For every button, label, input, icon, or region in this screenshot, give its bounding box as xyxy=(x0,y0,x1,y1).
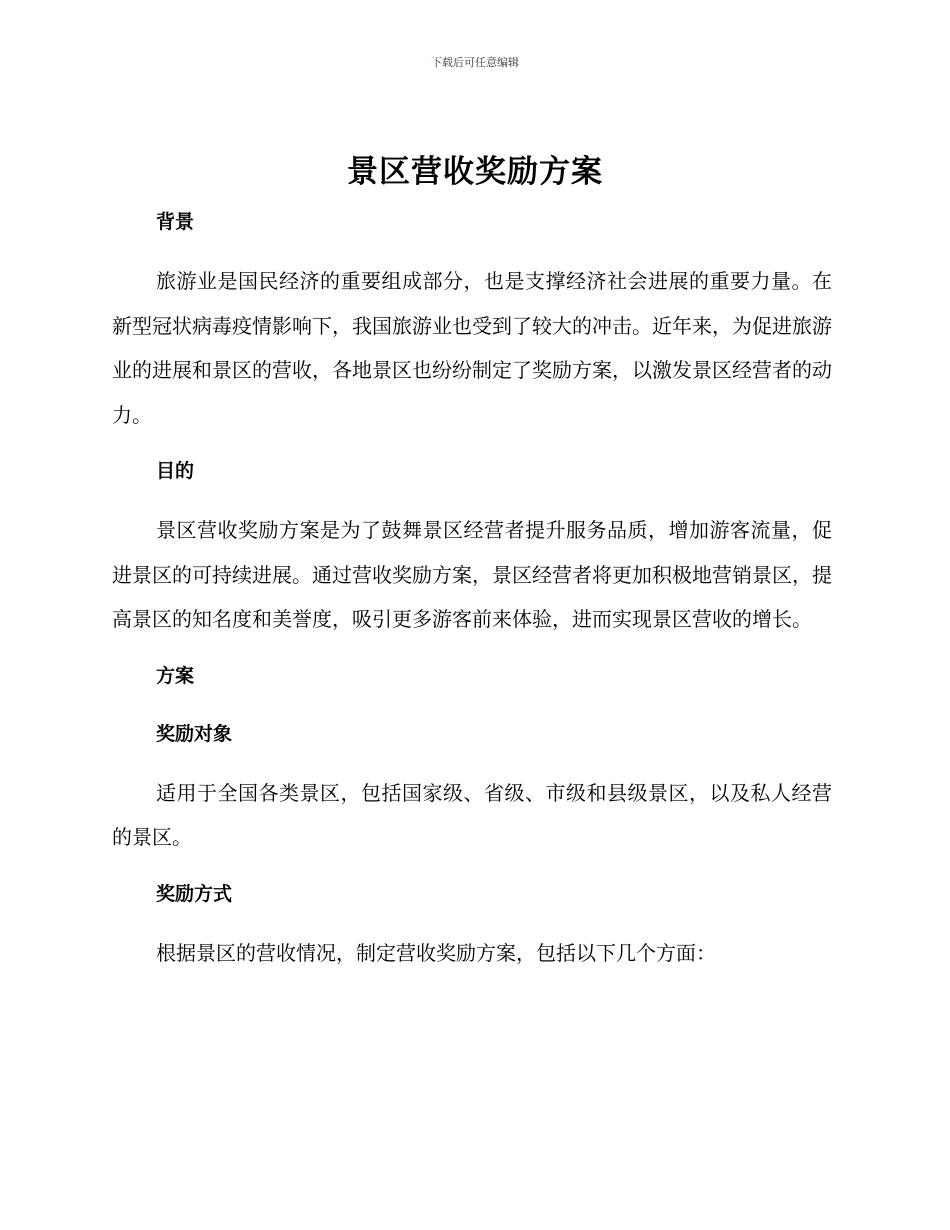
section-paragraph-reward-methods: 根据景区的营收情况，制定营收奖励方案，包括以下几个方面： xyxy=(156,940,716,965)
document-body xyxy=(112,201,832,988)
section-paragraph-background: 旅游业是国民经济的重要组成部分，也是支撑经济社会进展的重要力量。在新型冠状病毒疫情影响下，我国旅游业也受到了较大的冲击。近年来，为促进旅游业的进展和景区的营收，各地景区也纷纷制定了奖励方案，以激发景区经营者的动力。 xyxy=(112,269,832,427)
section-heading-plan: 方案 xyxy=(156,664,195,687)
section-heading-background: 背景 xyxy=(156,211,195,233)
page-header-note: 下载后可任意编辑 xyxy=(431,56,519,69)
page-title: 景区营收奖励方案 xyxy=(347,154,603,190)
section-paragraph-purpose: 景区营收奖励方案是为了鼓舞景区经营者提升服务品质，增加游客流量，促进景区的可持续进展。通过营收奖励方案，景区经营者将更加积极地营销景区，提高景区的知名度和美誉度，吸引更多游客前来体验，进而实现景区营收的增长。 xyxy=(112,518,832,631)
section-heading-purpose: 目的 xyxy=(156,460,195,482)
section-heading-reward-targets: 奖励对象 xyxy=(156,722,233,745)
section-heading-reward-methods: 奖励方式 xyxy=(156,882,233,905)
section-paragraph-reward-targets: 适用于全国各类景区，包括国家级、省级、市级和县级景区，以及私人经营的景区。 xyxy=(112,780,832,849)
